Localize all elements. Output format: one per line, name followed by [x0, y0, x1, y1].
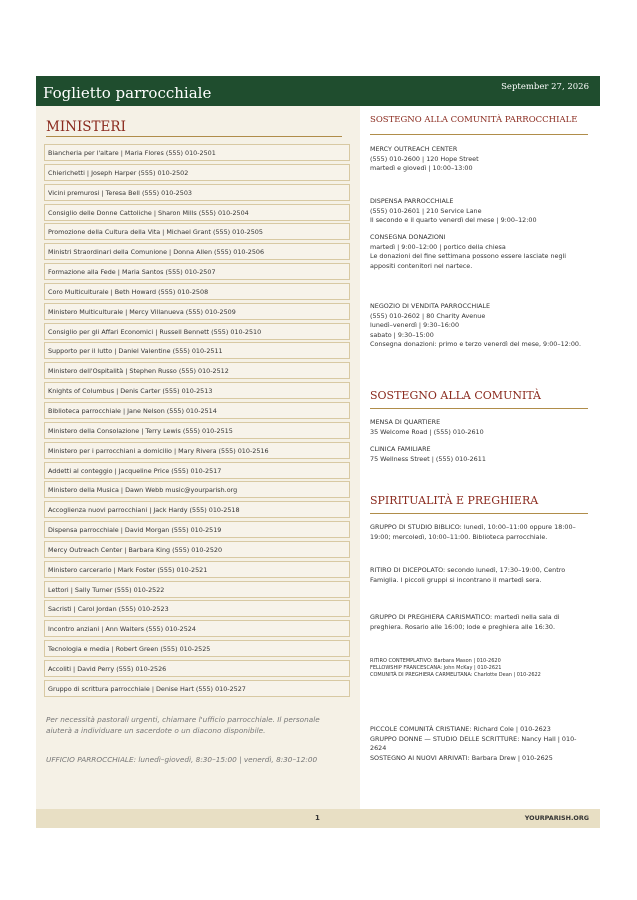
ministry-item: Incontro anziani | Ann Walters (555) 010-2524 — [44, 620, 350, 637]
bulletin-header — [36, 76, 600, 106]
ministry-item: Ministero per i parrocchiani a domicilio | Mary Rivera (555) 010-2516 — [44, 442, 350, 459]
bulletin-title: Foglietto parrocchiale — [43, 84, 212, 102]
store-contact: (555) 010-2602 | 80 Charity Avenue — [370, 311, 486, 320]
ministry-item: Knights of Columbus | Denis Carter (555) 010-2513 — [44, 382, 350, 399]
newcomer-support: SOSTEGNO AI NUOVI ARRIVATI: Barbara Drew | 010-2625 — [370, 753, 553, 762]
ministries-column — [36, 106, 360, 809]
donations-note: Le donazioni del fine settimana possono essere lasciate negli appositi contenitori nel nartece. — [370, 252, 567, 270]
ministries-heading: MINISTERI — [46, 119, 126, 135]
ministry-item: Mercy Outreach Center | Barbara King (555) 010-2520 — [44, 541, 350, 558]
ministry-item: Ministri Straordinari della Comunione | Donna Allen (555) 010-2506 — [44, 243, 350, 260]
donations-title: CONSEGNA DONAZIONI — [370, 233, 446, 241]
kitchen-contact: 35 Welcome Road | (555) 010-2610 — [370, 427, 484, 436]
ministry-item: Ministero della Consolazione | Terry Lewis (555) 010-2515 — [44, 422, 350, 439]
mercy-contact: (555) 010-2600 | 120 Hope Street — [370, 154, 479, 163]
ministry-item: Dispensa parrocchiale | David Morgan (555) 010-2519 — [44, 521, 350, 538]
community-support-rule — [370, 408, 588, 409]
ministry-item: Sacristi | Carol Jordan (555) 010-2523 — [44, 600, 350, 617]
ministry-item: Formazione alla Fede | Maria Santos (555) 010-2507 — [44, 263, 350, 280]
women-scripture-group: GRUPPO DONNE — STUDIO DELLE SCRITTURE: Nancy Hall | 010-2624 — [370, 734, 577, 752]
ministry-item: Chierichetti | Joseph Harper (555) 010-2502 — [44, 164, 350, 181]
ministry-item: Consiglio per gli Affari Economici | Russell Bennett (555) 010-2510 — [44, 323, 350, 340]
clinic-block — [370, 445, 585, 464]
store-weekday-hours: lunedì–venerdì | 9:30–16:00 — [370, 321, 460, 329]
community-support-heading: SOSTEGNO ALLA COMUNITÀ — [370, 389, 541, 402]
ministry-item: Ministero della Musica | Dawn Webb music@yourparish.org — [44, 481, 350, 498]
kitchen-block — [370, 418, 585, 437]
ministry-item: Coro Multiculturale | Beth Howard (555) 010-2508 — [44, 283, 350, 300]
ministry-item: Accoglienza nuovi parrocchiani | Jack Hardy (555) 010-2518 — [44, 501, 350, 518]
clinic-contact: 75 Wellness Street | (555) 010-2611 — [370, 454, 486, 463]
charismatic-block: GRUPPO DI PREGHIERA CARISMATICO: martedì nella sala di preghiera. Rosario alle 16:00; lode e preghiera alle 16:30. — [370, 613, 560, 631]
donations-hours: martedì | 9:00–12:00 | portico della chiesa — [370, 242, 506, 251]
ministry-item: Ministero dell'Ospitalità | Stephen Russo (555) 010-2512 — [44, 362, 350, 379]
website-link[interactable]: YOURPARISH.ORG — [524, 814, 589, 822]
carmelite-community: COMUNITÀ DI PREGHIERA CARMELITANA: Charlotte Dean | 010-2622 — [370, 671, 541, 678]
ministry-item: Vicini premurosi | Teresa Bell (555) 010-2503 — [44, 184, 350, 201]
ministry-item: Tecnologia e media | Robert Green (555) 010-2525 — [44, 640, 350, 657]
ministry-item: Consiglio delle Donne Cattoliche | Sharon Mills (555) 010-2504 — [44, 204, 350, 221]
ministries-list — [44, 144, 350, 700]
ministry-item: Ministero carcerario | Mark Foster (555) 010-2521 — [44, 561, 350, 578]
store-donation-note: Consegna donazioni: primo e terzo venerdì del mese, 9:00–12:00. — [370, 340, 582, 348]
urgent-note: Per necessità pastorali urgenti, chiamare l'ufficio parrocchiale. Il personale aiuterà a individuare un sacerdote o un diacono disponibile. — [46, 715, 320, 735]
ministry-item: Promozione della Cultura della Vita | Michael Grant (555) 010-2505 — [44, 223, 350, 240]
ministry-item: Ministero Multiculturale | Mercy Villanueva (555) 010-2509 — [44, 303, 350, 320]
store-block — [370, 302, 585, 350]
contemplative-retreat: RITIRO CONTEMPLATIVO: Barbara Mason | 010-2620 — [370, 658, 501, 664]
ministry-item: Gruppo di scrittura parrocchiale | Denise Hart (555) 010-2527 — [44, 680, 350, 697]
parish-support-rule — [370, 134, 588, 135]
ministries-rule — [46, 136, 342, 137]
pantry-hours: Il secondo e il quarto venerdì del mese | 9:00–12:00 — [370, 216, 537, 224]
store-title: NEGOZIO DI VENDITA PARROCCHIALE — [370, 302, 491, 310]
clinic-title: CLINICA FAMILIARE — [370, 445, 431, 453]
ministry-item: Biancheria per l'altare | Maria Flores (555) 010-2501 — [44, 144, 350, 161]
small-groups-block — [370, 725, 585, 763]
bible-study-block: GRUPPO DI STUDIO BIBLICO: lunedì, 10:00–11:00 oppure 18:00–19:00; mercoledì, 10:00–11:00. Biblioteca parrocchiale. — [370, 523, 576, 541]
spirituality-heading: SPIRITUALITÀ E PREGHIERA — [370, 494, 539, 507]
kitchen-title: MENSA DI QUARTIERE — [370, 418, 441, 426]
donations-block — [370, 233, 585, 271]
small-contacts-block — [370, 658, 585, 678]
spirituality-rule — [370, 513, 588, 514]
bulletin-date: September 27, 2026 — [501, 82, 589, 92]
ministry-item: Lettori | Sally Turner (555) 010-2522 — [44, 581, 350, 598]
franciscan-fellowship: FELLOWSHIP FRANCESCANA: John McKay | 010-2621 — [370, 664, 502, 671]
ministry-item: Addetti al conteggio | Jacqueline Price (555) 010-2517 — [44, 462, 350, 479]
ministry-item: Biblioteca parrocchiale | Jane Nelson (555) 010-2514 — [44, 402, 350, 419]
mercy-hours: martedì e giovedì | 10:00–13:00 — [370, 164, 473, 172]
ministry-item: Supporto per il lutto | Daniel Valentine (555) 010-2511 — [44, 342, 350, 359]
office-hours-note: UFFICIO PARROCCHIALE: lunedì–giovedì, 8:30–15:00 | venerdì, 8:30–12:00 — [46, 755, 318, 764]
pantry-block — [370, 197, 585, 226]
store-saturday-hours: sabato | 9:30–15:00 — [370, 330, 434, 339]
discipleship-block: RITIRO DI DICEPOLATO: secondo lunedì, 17:30–19:00, Centro Famiglia. I piccoli gruppi si incontrano il martedì sera. — [370, 566, 566, 584]
parish-support-heading: SOSTEGNO ALLA COMUNITÀ PARROCCHIALE — [370, 115, 578, 125]
pantry-title: DISPENSA PARROCCHIALE — [370, 197, 454, 205]
ministry-item: Accoliti | David Perry (555) 010-2526 — [44, 660, 350, 677]
mercy-title: MERCY OUTREACH CENTER — [370, 145, 458, 153]
page-footer — [36, 809, 600, 828]
pantry-contact: (555) 010-2601 | 210 Service Lane — [370, 206, 482, 215]
mercy-outreach-block — [370, 145, 585, 174]
small-christian-communities: PICCOLE COMUNITÀ CRISTIANE: Richard Cole | 010-2623 — [370, 725, 551, 733]
page-number: 1 — [315, 814, 320, 822]
